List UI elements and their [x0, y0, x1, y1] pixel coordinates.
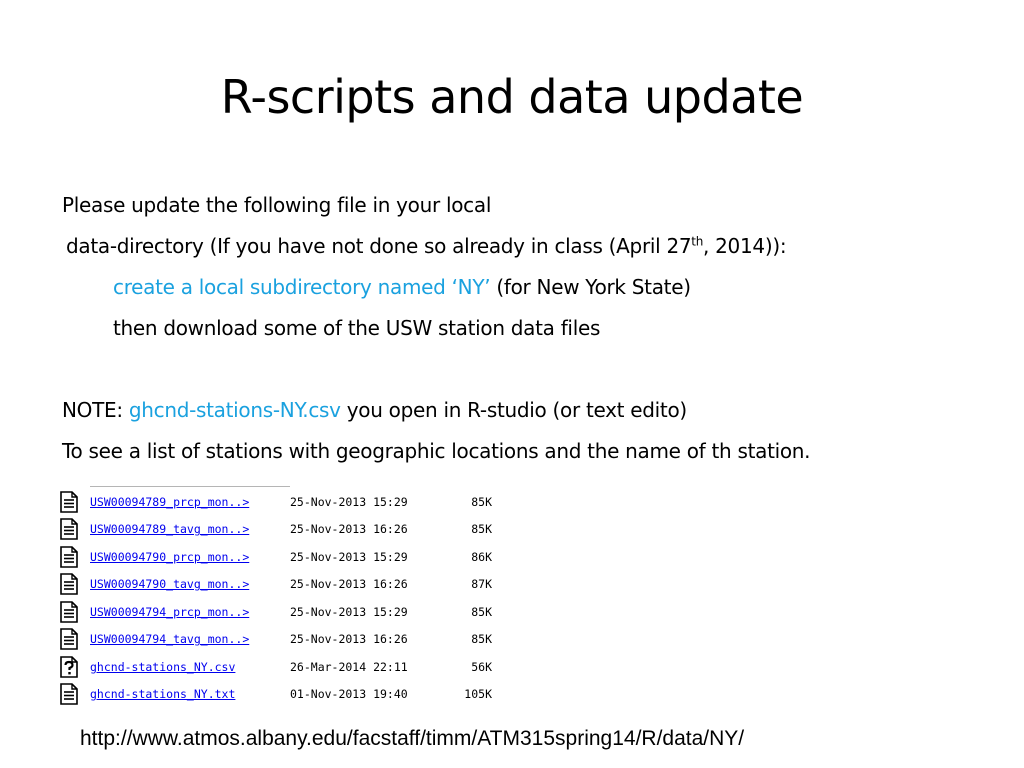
file-link[interactable]: USW00094790_prcp_mon..>: [90, 549, 250, 564]
file-row: [60, 543, 530, 571]
file-row: [60, 516, 530, 544]
file-size: 85K: [471, 604, 492, 619]
file-size: 85K: [471, 522, 492, 537]
file-modified-date: 25-Nov-2013 15:29: [290, 494, 408, 509]
state-note: (for New York State): [490, 275, 691, 299]
subdirectory-instruction: create a local subdirectory named ‘NY’: [113, 275, 491, 299]
text-file-icon: [60, 491, 78, 513]
file-row: [60, 626, 530, 654]
file-row: [60, 653, 530, 681]
file-modified-date: 25-Nov-2013 15:29: [290, 549, 408, 564]
file-modified-date: 25-Nov-2013 16:26: [290, 632, 408, 647]
note-line: [62, 390, 1012, 431]
file-size: 56K: [471, 659, 492, 674]
file-row: [60, 681, 530, 709]
instruction-line-4: then download some of the USW station data files: [113, 316, 601, 340]
instruction-line-2-end: , 2014)):: [703, 234, 787, 258]
file-row: [60, 598, 530, 626]
file-size: 105K: [464, 687, 492, 702]
file-link[interactable]: USW00094789_prcp_mon..>: [90, 494, 250, 509]
slide-title: R-scripts and data update: [220, 70, 804, 124]
file-link[interactable]: ghcnd-stations_NY.txt: [90, 687, 236, 702]
file-size: 85K: [471, 494, 492, 509]
instruction-line-2-text: data-directory (If you have not done so already in class (April 27: [66, 234, 692, 258]
file-row: [60, 488, 530, 516]
listing-divider: [90, 486, 290, 487]
spacer: [62, 349, 1012, 390]
text-file-icon: [60, 546, 78, 568]
file-modified-date: 01-Nov-2013 19:40: [290, 687, 408, 702]
instruction-line-3: [62, 267, 1012, 308]
instruction-line-2: [62, 226, 1012, 267]
file-link[interactable]: USW00094794_prcp_mon..>: [90, 604, 250, 619]
ordinal-suffix: th: [691, 234, 704, 249]
file-link[interactable]: USW00094794_tavg_mon..>: [90, 632, 250, 647]
text-file-icon: [60, 518, 78, 540]
text-file-icon: [60, 573, 78, 595]
text-file-icon: [60, 628, 78, 650]
file-listing: [60, 488, 530, 708]
file-row: [60, 571, 530, 599]
text-file-icon: [60, 683, 78, 705]
note-label: NOTE:: [62, 398, 129, 422]
file-modified-date: 25-Nov-2013 16:26: [290, 577, 408, 592]
data-url[interactable]: http://www.atmos.albany.edu/facstaff/timm/ATM315spring14/R/data/NY/: [80, 727, 745, 750]
csv-file-reference: ghcnd-stations-NY.csv: [128, 398, 341, 422]
file-modified-date: 25-Nov-2013 15:29: [290, 604, 408, 619]
file-link[interactable]: ghcnd-stations_NY.csv: [90, 659, 236, 674]
file-link[interactable]: USW00094789_tavg_mon..>: [90, 522, 250, 537]
unknown-file-icon: [60, 656, 78, 678]
file-modified-date: 25-Nov-2013 16:26: [290, 522, 408, 537]
file-size: 85K: [471, 632, 492, 647]
file-modified-date: 26-Mar-2014 22:11: [290, 659, 408, 674]
file-size: 86K: [471, 549, 492, 564]
stations-line: To see a list of stations with geographic locations and the name of th station.: [62, 439, 811, 463]
note-text: you open in R-studio (or text edito): [340, 398, 687, 422]
file-link[interactable]: USW00094790_tavg_mon..>: [90, 577, 250, 592]
text-file-icon: [60, 601, 78, 623]
file-size: 87K: [471, 577, 492, 592]
instruction-line-1: Please update the following file in your local: [62, 193, 492, 217]
slide-body: [62, 185, 1012, 472]
